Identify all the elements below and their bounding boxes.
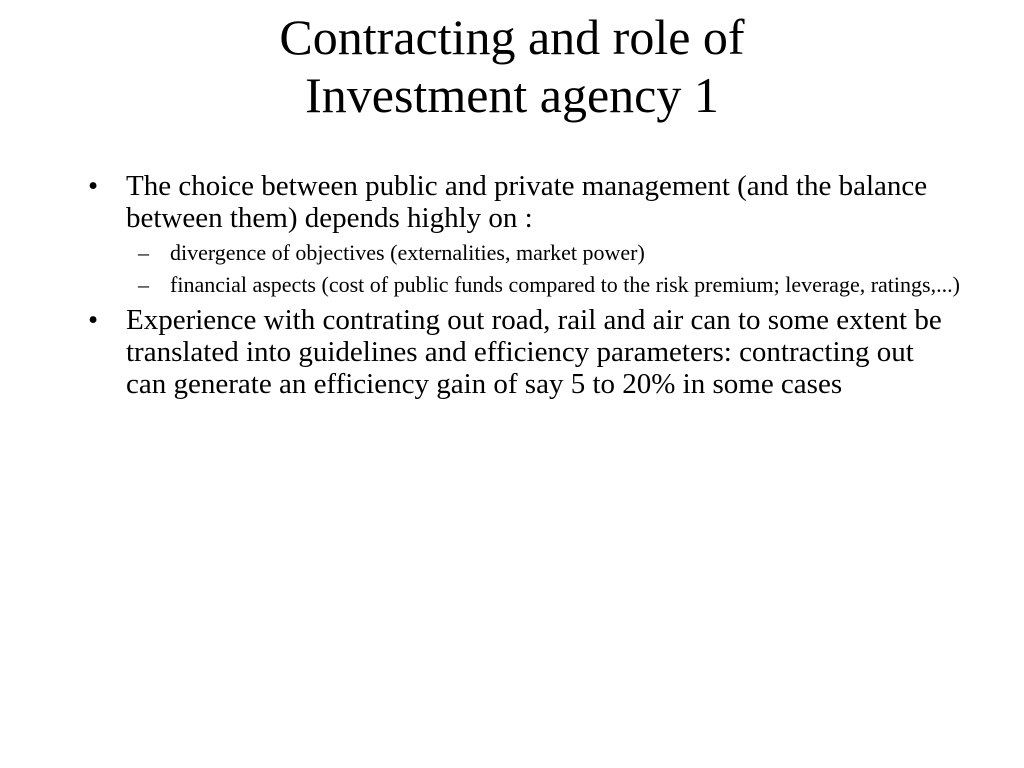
bullet-item xyxy=(80,304,960,400)
sub-bullet-text: divergence of objectives (externalities, market power) xyxy=(170,240,645,265)
sub-bullet-item xyxy=(126,272,960,298)
sub-bullet-item xyxy=(126,240,960,266)
bullet-text: The choice between public and private management (and the balance between them) depends highly on : xyxy=(126,170,928,234)
sub-bullet-list xyxy=(126,240,960,298)
sub-bullet-text: financial aspects (cost of public funds compared to the risk premium; leverage, ratings,...) xyxy=(170,272,960,297)
slide-title-line-2: Investment agency 1 xyxy=(305,67,719,123)
slide-title xyxy=(112,8,912,124)
bullet-marker: • xyxy=(88,304,99,336)
sub-bullet-marker: – xyxy=(138,240,149,265)
bullet-list xyxy=(80,170,960,400)
bullet-item xyxy=(80,170,960,298)
bullet-marker: • xyxy=(88,170,99,202)
sub-bullet-marker: – xyxy=(138,272,149,297)
slide-title-line-1: Contracting and role of xyxy=(279,9,745,65)
bullet-text: Experience with contrating out road, rail and air can to some extent be translated into guidelines and efficiency parameters: contracting out can generate an efficiency gain of say 5 to 20% in some cases xyxy=(126,304,942,400)
